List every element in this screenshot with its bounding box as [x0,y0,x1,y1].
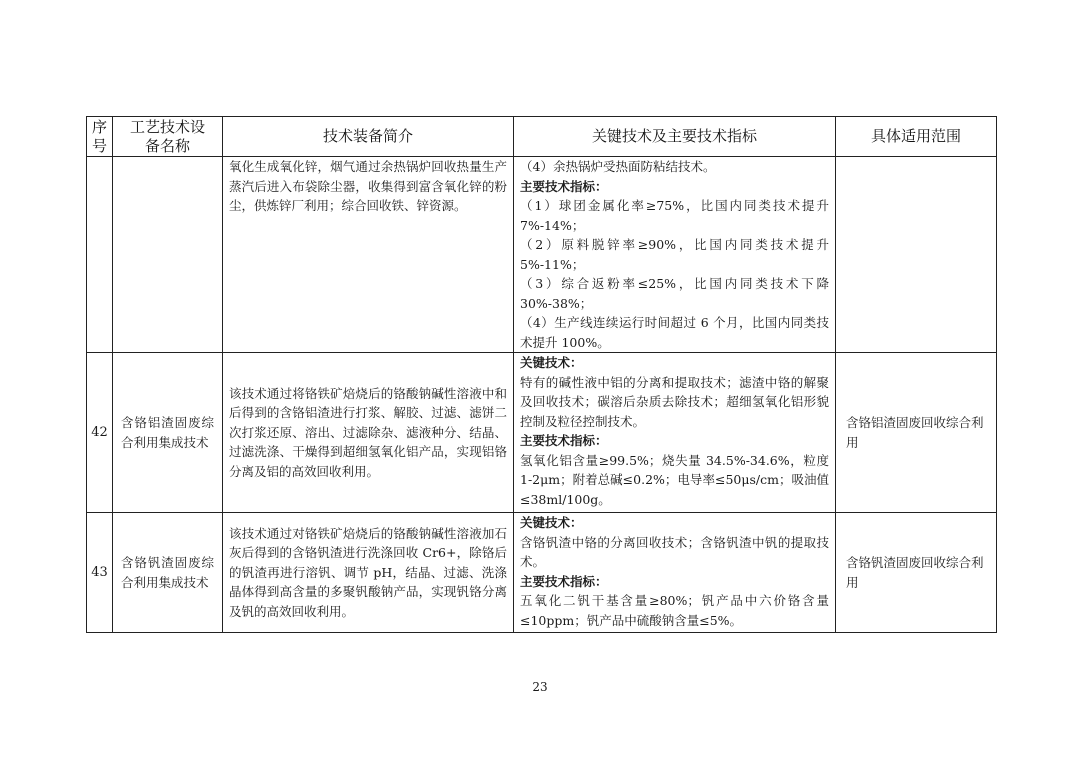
cell-key [514,513,836,633]
key-line: （3）综合返粉率≤25%，比国内同类技术下降30%-38%； [520,276,829,311]
cell-scope: 含铬铝渣固废回收综合利用 [836,353,997,513]
cell-scope [836,157,997,353]
header-scope: 具体适用范围 [836,117,997,157]
cell-intro: 该技术通过将铬铁矿焙烧后的铬酸钠碱性溶液中和后得到的含铬铝渣进行打浆、解胶、过滤、滤饼二次打浆还原、溶出、过滤除杂、滤液种分、结晶、过滤洗涤、干燥得到超细氢氧化铝产品，实现铝铬分离及铝的高效回收利用。 [223,353,514,513]
key-line: （4）余热锅炉受热面防粘结技术。 [520,159,716,174]
cell-seq: 42 [87,353,113,513]
technology-table [86,116,997,633]
cell-name: 含铬钒渣固废综合利用集成技术 [113,513,223,633]
cell-seq: 43 [87,513,113,633]
key-text: 特有的碱性液中铝的分离和提取技术；滤渣中铬的解聚及回收技术；碳溶后杂质去除技术；超细氢氧化铝形貌控制及粒径控制技术。 [520,374,829,429]
header-key: 关键技术及主要技术指标 [514,117,836,157]
cell-name: 含铬铝渣固废综合利用集成技术 [113,353,223,513]
cell-key [514,353,836,513]
key-line: （1）球团金属化率≥75%，比国内同类技术提升7%-14%； [520,198,829,233]
key-line: （4）生产线连续运行时间超过 6 个月，比国内同类技术提升 100%。 [520,315,829,350]
key-index-title: 主要技术指标： [520,573,608,589]
key-line: （2）原料脱锌率≥90%，比国内同类技术提升 5%-11%； [520,237,829,272]
cell-seq [87,157,113,353]
header-intro: 技术装备简介 [223,117,514,157]
cell-scope: 含铬钒渣固废回收综合利用 [836,513,997,633]
table-row-continued [87,157,997,353]
header-seq: 序号 [87,117,113,157]
header-name: 工艺技术设备名称 [113,117,223,157]
key-title: 关键技术： [520,355,583,370]
cell-key [514,157,836,353]
header-row [87,117,997,157]
cell-intro: 该技术通过对铬铁矿焙烧后的铬酸钠碱性溶液加石灰后得到的含铬钒渣进行洗涤回收 Cr6+，除铬后的钒渣再进行溶钒、调节 pH，结晶、过滤、洗涤晶体得到高含量的多聚钒酸钠产品，实现钒铬分离及钒的高效回收利用。 [223,513,514,633]
page-number: 23 [532,680,548,694]
key-text: 含铬钒渣中铬的分离回收技术；含铬钒渣中钒的提取技术。 [520,534,829,569]
table-row [87,513,997,633]
key-title: 关键技术： [520,515,583,530]
key-index-title: 主要技术指标： [520,178,608,194]
key-index-title: 主要技术指标： [520,433,608,448]
key-index-text: 五氧化二钒干基含量≥80%；钒产品中六价铬含量≤10ppm；钒产品中硫酸钠含量≤5%。 [520,593,829,628]
key-index-text: 氢氧化铝含量≥99.5%；烧失量 34.5%-34.6%，粒度 1-2μm；附着总碱≤0.2%；电导率≤50μs/cm；吸油值≤38ml/100g。 [520,452,829,507]
cell-intro: 氧化生成氧化锌，烟气通过余热锅炉回收热量生产蒸汽后进入布袋除尘器，收集得到富含氧化锌的粉尘，供炼锌厂利用；综合回收铁、锌资源。 [223,157,514,353]
table-row [87,353,997,513]
cell-name [113,157,223,353]
